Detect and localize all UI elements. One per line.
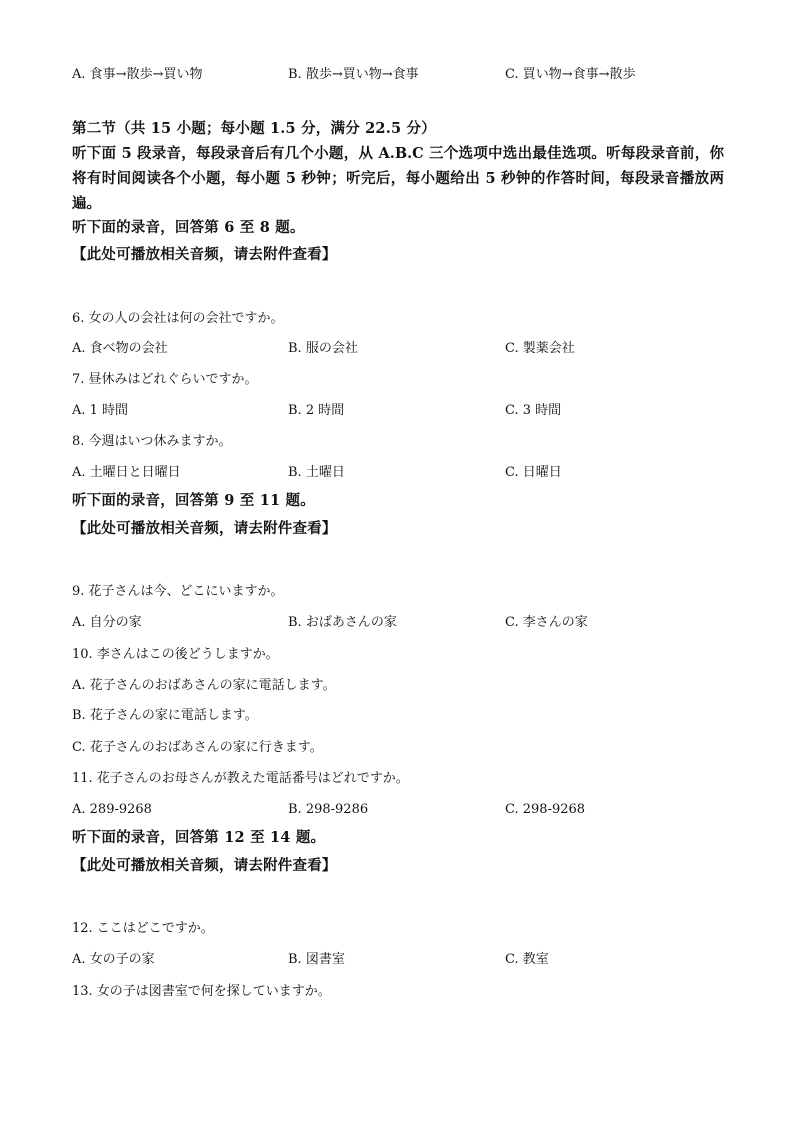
q7-option-c: C. 3 時間 — [505, 403, 562, 418]
q10-option-c: C. 花子さんのおばあさんの家に行きます。 — [72, 740, 323, 755]
question-9: 9. 花子さんは今、どこにいますか。 — [72, 584, 284, 599]
group-title-9-11: 听下面的录音，回答第 9 至 11 题。 — [72, 492, 315, 509]
q10-option-b: B. 花子さんの家に電話します。 — [72, 708, 258, 723]
q12-option-c: C. 教室 — [505, 952, 549, 967]
q7-option-b: B. 2 時間 — [288, 403, 345, 418]
question-8: 8. 今週はいつ休みますか。 — [72, 434, 232, 449]
q9-option-c: C. 李さんの家 — [505, 615, 588, 630]
q5-option-a: A. 食事→散歩→買い物 — [72, 67, 203, 82]
group-title-12-14: 听下面的录音，回答第 12 至 14 题。 — [72, 829, 326, 846]
section-heading: 第二节（共 15 小题；每小题 1.5 分，满分 22.5 分） — [72, 120, 436, 137]
question-10: 10. 李さんはこの後どうしますか。 — [72, 647, 279, 662]
q8-option-c: C. 日曜日 — [505, 465, 562, 480]
q6-option-b: B. 服の会社 — [288, 341, 358, 356]
question-12: 12. ここはどこですか。 — [72, 921, 214, 936]
q10-option-a: A. 花子さんのおばあさんの家に電話します。 — [72, 678, 336, 693]
question-6: 6. 女の人の会社は何の会社ですか。 — [72, 311, 284, 326]
q11-option-b: B. 298-9286 — [288, 802, 369, 817]
q8-option-a: A. 土曜日と日曜日 — [72, 465, 181, 480]
q8-option-b: B. 土曜日 — [288, 465, 345, 480]
q6-option-a: A. 食べ物の会社 — [72, 341, 168, 356]
q6-option-c: C. 製薬会社 — [505, 341, 575, 356]
q11-option-c: C. 298-9268 — [505, 802, 586, 817]
q11-option-a: A. 289-9268 — [72, 802, 152, 817]
question-7: 7. 昼休みはどれぐらいですか。 — [72, 372, 258, 387]
question-11: 11. 花子さんのお母さんが教えた電話番号はどれですか。 — [72, 771, 409, 786]
audio-note-12-14: 【此处可播放相关音频，请去附件查看】 — [72, 857, 337, 874]
q7-option-a: A. 1 時間 — [72, 403, 129, 418]
q5-option-b: B. 散歩→買い物→食事 — [288, 67, 419, 82]
q12-option-b: B. 図書室 — [288, 952, 345, 967]
q9-option-a: A. 自分の家 — [72, 615, 142, 630]
audio-note-9-11: 【此处可播放相关音频，请去附件查看】 — [72, 520, 337, 537]
q12-option-a: A. 女の子の家 — [72, 952, 155, 967]
q9-option-b: B. おばあさんの家 — [288, 615, 397, 630]
q5-option-c: C. 買い物→食事→散歩 — [505, 67, 636, 82]
question-13: 13. 女の子は図書室で何を探していますか。 — [72, 984, 331, 999]
audio-note-6-8: 【此处可播放相关音频，请去附件查看】 — [72, 246, 337, 263]
group-title-6-8: 听下面的录音，回答第 6 至 8 题。 — [72, 219, 305, 236]
section-instructions: 听下面 5 段录音，每段录音后有几个小题，从 A.B.C 三个选项中选出最佳选项。听每段录音前，你将有时间阅读各个小题，每小题 5 秒钟；听完后，每小题给出 5 秒钟的作答时间，每段录音播放两遍。 — [72, 145, 724, 212]
